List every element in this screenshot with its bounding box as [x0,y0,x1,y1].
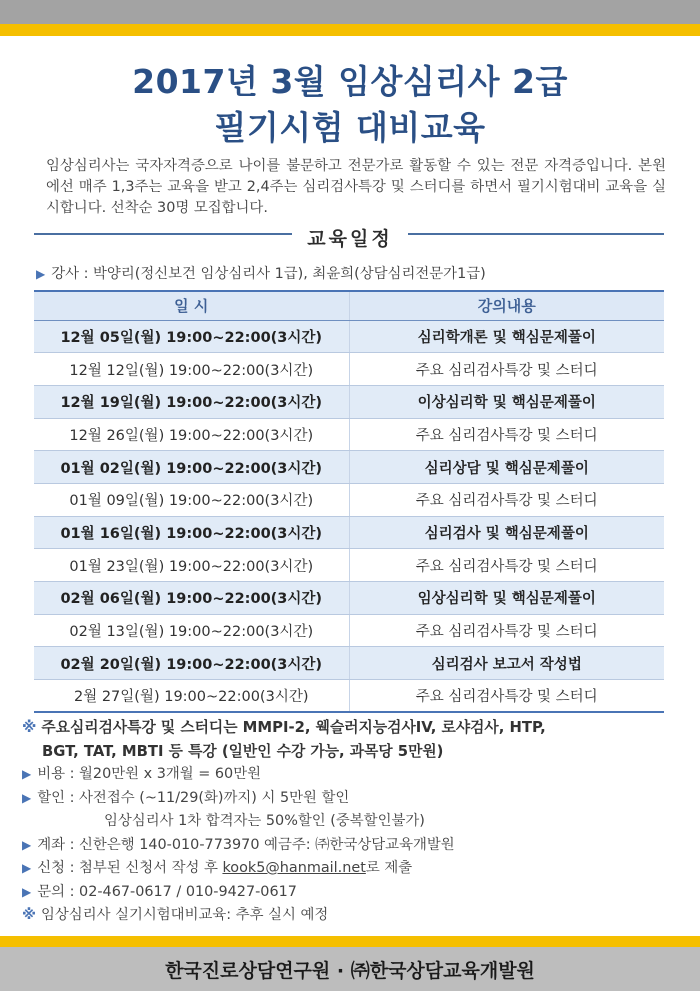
triangle-bullet-icon: ▶ [36,267,46,281]
row-content: 주요 심리검사특강 및 스터디 [349,549,664,582]
practical-text: 임상심리사 실기시험대비교육: 추후 실시 예정 [41,907,329,923]
header-date: 일 시 [34,291,349,320]
discount-line2: 임상심리사 1차 합격자는 50%할인 (중복할인불가) [104,813,425,829]
table-row [34,647,664,680]
discount-text: 할인 : 사전접수 (~11/29(화)까지) 시 5만원 할인 [37,789,350,806]
triangle-bullet-icon: ▶ [22,767,32,781]
row-date: 01월 23일(월) 19:00~22:00(3시간) [34,549,349,582]
row-content: 심리검사 보고서 작성법 [349,647,664,680]
cost-text: 비용 : 월20만원 x 3개월 = 60만원 [37,766,261,782]
practical-line [22,904,682,928]
row-content: 주요 심리검사특강 및 스터디 [349,418,664,451]
table-row [34,385,664,418]
row-date: 12월 19일(월) 19:00~22:00(3시간) [34,385,349,418]
cost-line [22,763,682,787]
row-date: 2월 27일(월) 19:00~22:00(3시간) [34,680,349,713]
table-row [34,549,664,582]
row-content: 주요 심리검사특강 및 스터디 [349,483,664,516]
special-note-line1 [22,716,682,740]
table-header-row [34,291,664,320]
row-date: 02월 20일(월) 19:00~22:00(3시간) [34,647,349,680]
row-content: 이상심리학 및 핵심문제풀이 [349,385,664,418]
triangle-bullet-icon: ▶ [22,790,32,805]
row-content: 심리학개론 및 핵심문제풀이 [349,320,664,353]
contact-text: 문의 : 02-467-0617 / 010-9427-0617 [37,883,297,900]
apply-suffix: 로 제출 [365,860,413,876]
row-date: 01월 16일(월) 19:00~22:00(3시간) [34,516,349,549]
row-content: 주요 심리검사특강 및 스터디 [349,353,664,386]
row-date: 01월 09일(월) 19:00~22:00(3시간) [34,483,349,516]
table-row [34,418,664,451]
account-text: 계좌 : 신한은행 140-010-773970 예금주: ㈜한국상담교육개발원 [37,836,455,853]
row-content: 임상심리학 및 핵심문제풀이 [349,582,664,615]
top-gray-band [0,0,700,24]
row-date: 01월 02일(월) 19:00~22:00(3시간) [34,451,349,484]
row-date: 12월 12일(월) 19:00~22:00(3시간) [34,353,349,386]
lecturer-text: 강사 : 박양리(정신보건 임상심리사 1급), 최윤희(상담심리전문가1급) [51,266,486,282]
table-row [34,516,664,549]
triangle-bullet-icon: ▶ [22,837,32,852]
notes-block [22,716,682,928]
lecturer-line [36,262,486,283]
bottom-yellow-band [0,936,700,947]
schedule-body [34,320,664,712]
reference-mark-icon: ※ [22,907,36,923]
row-date: 12월 26일(월) 19:00~22:00(3시간) [34,418,349,451]
row-date: 02월 06일(월) 19:00~22:00(3시간) [34,582,349,615]
special-note-text1: 주요심리검사특강 및 스터디는 MMPI-2, 웩슬러지능검사IV, 로샤검사, HTP, [41,719,546,736]
header-content: 강의내용 [349,291,664,320]
triangle-bullet-icon: ▶ [22,884,32,899]
table-row [34,614,664,647]
table-row [34,582,664,615]
account-line [22,834,682,858]
row-date: 02월 13일(월) 19:00~22:00(3시간) [34,614,349,647]
section-title: 교육일정 [307,228,393,250]
footer-organizations: 한국진로상담연구원 · ㈜한국상담교육개발원 [0,947,700,991]
page-title-line1: 2017년 3월 임상심리사 2급 [132,62,568,101]
page-title-line2: 필기시험 대비교육 [214,108,486,147]
apply-line [22,857,682,881]
row-content: 주요 심리검사특강 및 스터디 [349,614,664,647]
email-link[interactable]: kook5@hanmail.net [222,860,366,876]
schedule-table [34,290,664,713]
apply-text: 신청 : 첨부된 신청서 작성 후 [37,860,223,876]
row-content: 주요 심리검사특강 및 스터디 [349,680,664,713]
table-row [34,451,664,484]
special-note-line2: BGT, TAT, MBTI 등 특강 (일반인 수강 가능, 과목당 5만원) [42,742,444,760]
intro-paragraph: 임상심리사는 국자자격증으로 나이를 불문하고 전문가로 활동할 수 있는 전문 자격증입니다. 본원에선 매주 1,3주는 교육을 받고 2,4주는 심리검사특강 및 스터디를 하면서 필기시험대비 교육을 실시합니다. 선착순 30명 모집합니다. [46,158,666,216]
row-date: 12월 05일(월) 19:00~22:00(3시간) [34,320,349,353]
contact-line [22,881,682,905]
table-row [34,680,664,713]
table-row [34,353,664,386]
top-yellow-band [0,24,700,36]
table-row [34,483,664,516]
row-content: 심리상담 및 핵심문제풀이 [349,451,664,484]
table-row [34,320,664,353]
discount-line [22,787,682,811]
row-content: 심리검사 및 핵심문제풀이 [349,516,664,549]
reference-mark-icon: ※ [22,719,37,736]
triangle-bullet-icon: ▶ [22,861,32,875]
